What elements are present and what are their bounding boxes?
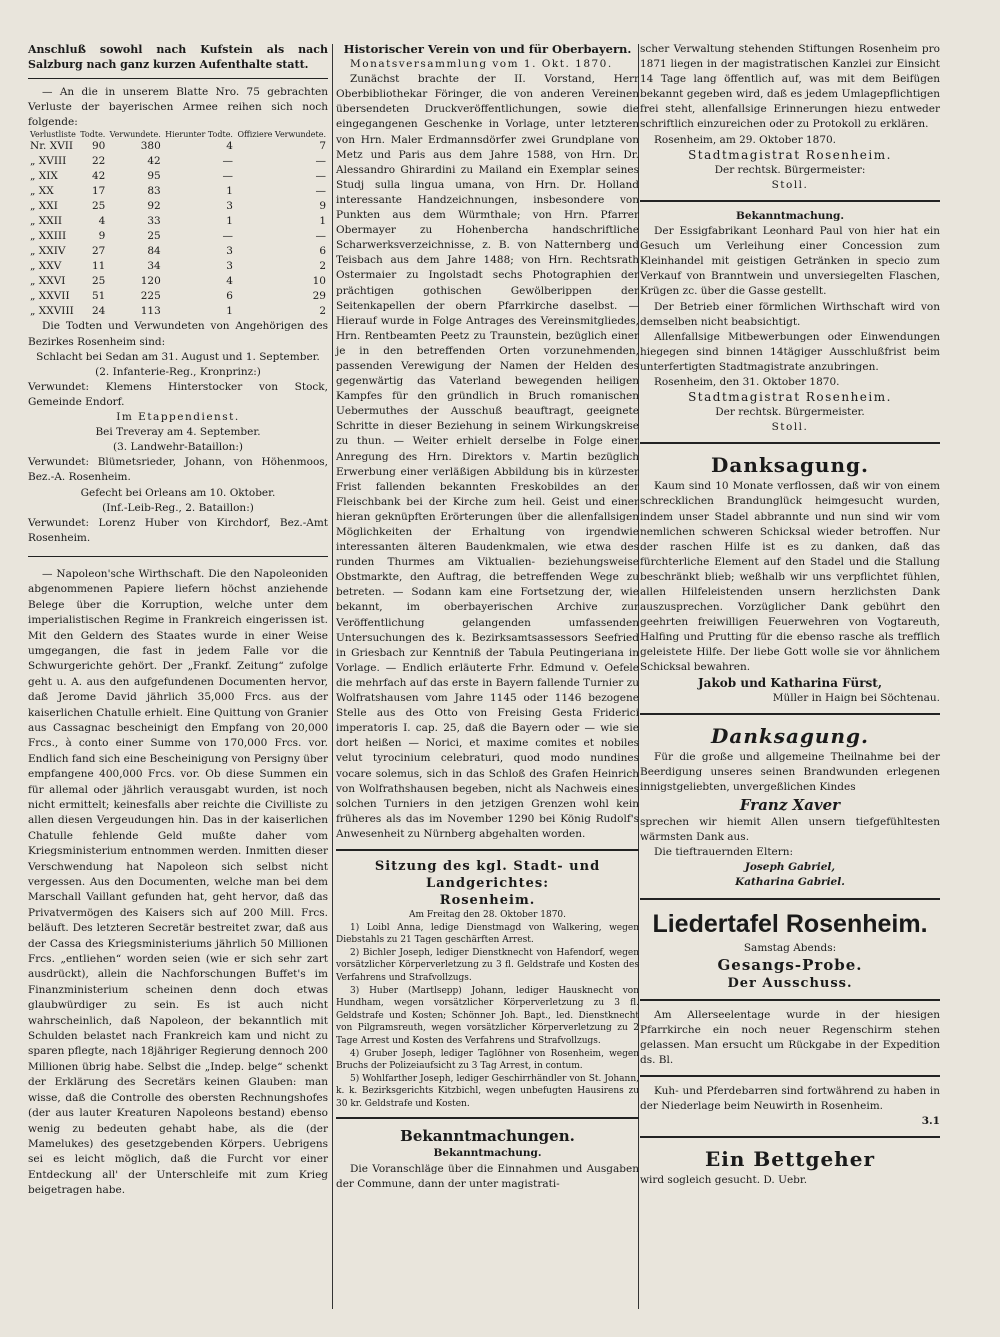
losses-cell: „ XXI [30,200,58,213]
liedertafel-event: Gesangs-Probe. [717,955,863,974]
column-3 [640,42,940,1188]
regenschirm-notice: Am Allerseelentage wurde in der hiesigen Pfarrkirche ein noch neuer Regenschirm stehen gelassen. Man ersucht um Rückgabe in der Expedition ds. Bl. [640,1008,940,1066]
losses-cell: — [315,155,326,168]
liedertafel-title: Liedertafel Rosenheim. [652,909,928,938]
column-rule-1 [332,44,333,1309]
danksagung-2-sign-2: Katharina Gabriel. [735,876,845,889]
barren-notice: Kuh- und Pferdebarren sind fortwährend zu haben in der Niederlage beim Neuwirth in Rosenheim. [640,1084,940,1113]
losses-cell: „ XXVIII [30,305,74,318]
liedertafel-day: Samstag Abends: [743,941,837,954]
stoll-sign-2: Stoll. [771,421,809,434]
losses-header: Verlustliste [30,130,76,140]
losses-cell: „ XVIII [30,155,67,168]
losses-cell: 2 [319,305,326,318]
losses-cell: „ XX [30,185,54,198]
dead-intro: Die Todten und Verwundeten von Angehörigen des Bezirkes Rosenheim sind: [28,320,328,348]
losses-cell: 4 [226,275,233,288]
divider [640,1075,940,1077]
losses-cell: 4 [226,140,233,153]
losses-row [28,304,328,319]
losses-cell: „ XXVII [30,290,70,303]
danksagung-2-body: Für die große und allgemeine Theilnahme bei der Beerdigung unseres seinen Brandwunden erlegenen innigstgeliebten, unvergeßlichen Kindes [640,750,940,793]
losses-cell: „ XXV [30,260,62,273]
losses-cell: 7 [319,140,326,153]
bekanntmachung-2-title: Bekanntmachung. [736,209,844,222]
losses-cell: 1 [226,215,233,228]
losses-cell: 29 [312,290,326,303]
losses-cell: 92 [147,200,161,213]
bekanntmachung-2-body: Allenfallsige Mitbewerbungen oder Einwendungen hiegegen sind binnen 14tägiger Ausschlußfrist beim unterfertigten Stadtmagistrate anzubringen. [640,330,940,373]
losses-header: Todte. [80,130,106,140]
losses-cell: — [315,230,326,243]
divider [640,1136,940,1138]
losses-cell: „ XXIII [30,230,67,243]
losses-cell: „ XXIV [30,245,66,258]
orleans-heading: Gefecht bei Orleans am 10. Oktober. [80,486,276,499]
stiftung-date: Rosenheim, am 29. Oktober 1870. [654,133,837,146]
etappen-heading: Im Etappendienst. [116,411,240,424]
losses-row [28,199,328,214]
losses-cell: 6 [319,245,326,258]
losses-cell: 3 [226,200,233,213]
bettgeher-title: Ein Bettgeher [705,1147,875,1172]
losses-cell: Nr. XVII [30,140,74,153]
danksagung-1-body: Kaum sind 10 Monate verflossen, daß wir von einem schrecklichen Brandunglück heimgesucht wurden, indem unser Stadel abbrannte und nun sind wir vom nemlichen schweren Schicksal wieder betroffen. Nur der raschen Hilfe ist es zu danken, daß das fürchterliche Element auf den Stadel und die Stallung beschränkt blieb; weßhalb wir uns verpflichtet fühlen, allen Hilfeleistenden unsern herzlichsten Dank auszusprechen. Vorzüglicher Dank gebührt den geehrten freiwilligen Feuerwehren von Vogtareuth, Halfing und Prutting für die ebenso rasche als trefflich geleistete Hilfe. Der liebe Gott wolle sie vor ähnlichem Schicksal bewahren. [640,480,940,674]
losses-cell: 10 [312,275,326,288]
sedan-heading: Schlacht bei Sedan am 31. August und 1. September. [36,350,320,363]
bekanntmachung-2-date: Rosenheim, den 31. Oktober 1870. [654,375,840,388]
losses-cell: 83 [147,185,161,198]
losses-cell: 2 [319,260,326,273]
losses-row [28,139,328,154]
divider [640,442,940,444]
stadtmagistrat-sign-2: Stadtmagistrat Rosenheim. [688,390,892,405]
losses-cell: 4 [98,215,106,228]
losses-header: Hierunter Todte. [165,130,233,140]
treveray-heading: Bei Treveray am 4. September. [95,426,261,439]
losses-cell: 33 [147,215,161,228]
bekanntmachung-title: Bekanntmachung. [433,1147,542,1160]
losses-cell: 9 [319,200,326,213]
losses-row [28,259,328,274]
divider [28,556,328,557]
divider [28,78,328,79]
danksagung-1-sign: Jakob und Katharina Fürst, [698,675,882,690]
buergermeister-sign-2: Der rechtsk. Bürgermeister. [715,406,865,419]
losses-row [28,289,328,304]
court-item: 4) Gruber Joseph, lediger Taglöhner von Rosenheim, wegen Bruchs der Polizeiaufsicht zu 3 Tag Arrest, in contum. [336,1048,639,1072]
stiftung-body: scher Verwaltung stehenden Stiftungen Rosenheim pro 1871 liegen in der magistratischen Kanzlei zur Einsicht 14 Tage lang öffentlich auf, was mit dem Beifügen bekannt gegeben wird, daß es jedem Umlagepflichtigen frei steht, allenfallsige Erinnerungen hiezu entweder schriftlich einzureichen oder zu Protokoll zu erklären. [640,43,940,131]
divider [336,849,639,851]
napoleon-article: — Napoleon'sche Wirthschaft. Die den Napoleoniden abgenommenen Papiere liefern höchst anziehende Belege über die Korruption, welche unter dem imperialistischen Regime in Frankreich eingerissen ist. Mit den Geldern des Staates wurde in einer Weise umgegangen, die fast in jedem Falle vor die Schwurgerichte gehört. Der „Frankf. Zeitung“ zufolge geht u. A. aus den aufgefundenen Documenten hervor, daß Jerome David jährlich 35,000 Frcs. aus der kaiserlichen Chatulle erhielt. Eine Quittung von Granier aus Cassagnac bescheinigt den Empfang von 20,000 Frcs., à conto einer Summe von 170,000 Frcs. vor. Endlich fand sich eine Bescheinigung von Persigny über empfangene 400,000 Frcs. vor. Ob diese Summen ein für allemal oder jährlich verausgabt wurden, ist noch nicht ermittelt; keinesfalls aber reichte die Civilliste zu allen diesen Vergeudungen hin. Das in der kaiserlichen Chatulle fehlende Geld mußte daher vom Kriegsministerium entnommen werden. Inmitten dieser Verschwendung hat Napoleon sich selbst nicht vergessen. Aus den Documenten, welche man bei dem Marschall Vaillant gefunden hat, geht hervor, daß das Privatvermögen des Kaisers sich auf 200 Mill. Frcs. beläuft. Des letzteren Secretär bestreitet zwar, daß aus der Cassa des Kriegsministeriums jährlich 50 Millionen Frcs. „entliehen“ worden seien (wie er sich sehr zart ausdrückt), allein die Nachforschungen Buffet's im Finanzministerium scheinen denn doch etwas glaubwürdiger zu sein. Es ist auch nicht wahrscheinlich, daß Napoleon, der bekanntlich mit Schulden belastet nach Frankreich kam und nicht zu sparen pflegte, nach 18jähriger Regierung dennoch 200 Millionen übrig habe. Selbst die „Indep. belge“ schenkt der Erklärung des Secretärs keinen Glauben: man wisse, daß die Controlle des obersten Rechnungshofes (der aus lauter Kreaturen Napoleons bestand) ebenso wenig zu bedeuten gehabt habe, als die (der Mamelukes) des gesetzgebenden Körpers. Uebrigens sei es leicht möglich, daß die Furcht vor einer Entdeckung all' der Unterschleife mit zum Krieg beigetragen habe. [28,567,328,1197]
losses-cell: „ XXVI [30,275,66,288]
danksagung-1-sign-2: Müller in Haign bei Söchtenau. [772,691,940,704]
losses-cell: „ XIX [30,170,58,183]
divider [640,713,940,715]
losses-cell: 11 [91,260,106,273]
losses-row [28,184,328,199]
divider [336,1117,639,1119]
danksagung-1-title: Danksagung. [711,453,869,478]
losses-cell: — [315,170,326,183]
losses-cell: 42 [91,170,106,183]
losses-cell: 380 [140,140,161,153]
court-item: 1) Loibl Anna, ledige Dienstmagd von Walkering, wegen Diebstahls zu 21 Tagen geschärften Arrest. [336,922,639,946]
divider [640,200,940,202]
losses-cell: 25 [147,230,161,243]
court-title: Sitzung des kgl. Stadt- und Landgerichtes: [374,858,601,891]
losses-cell: — [222,155,233,168]
column-1 [28,42,328,1199]
losses-cell: 17 [91,185,106,198]
losses-cell: 3 [226,245,233,258]
leibreg-heading: (Inf.-Leib-Reg., 2. Bataillon:) [102,501,254,514]
losses-cell: 9 [98,230,106,243]
losses-table-body [28,139,328,319]
court-item: 2) Bichler Joseph, lediger Dienstknecht von Hafendorf, wegen vorsätzlicher Körperverletzung zu 3 fl. Geldstrafe und Kosten des Verfahrens und Strafvollzugs. [336,947,639,983]
losses-cell: 51 [91,290,106,303]
danksagung-2-body-2: sprechen wir hiemit Allen unsern tiefgefühltesten wärmsten Dank aus. [640,816,940,844]
losses-cell: 113 [140,305,161,318]
court-item: 5) Wohlfarther Joseph, lediger Geschirrhändler von St. Johann, k. k. Bezirksgerichts Kitzbichl, wegen unbefugten Hausirens zu 30 kr. Geldstrafe und Kosten. [336,1073,639,1109]
liedertafel-sign: Der Ausschuss. [727,975,853,991]
losses-cell: „ XXII [30,215,63,228]
losses-cell: 25 [91,200,106,213]
landwehr-heading: (3. Landwehr-Bataillon:) [113,441,243,454]
losses-cell: 24 [91,305,106,318]
losses-cell: 120 [140,275,161,288]
verein-subtitle: Monatsversammlung vom 1. Okt. 1870. [350,58,613,71]
bekanntmachung-body: Die Voranschläge über die Einnahmen und Ausgaben der Commune, dann der unter magistrati- [336,1162,639,1190]
bekanntmachungen-heading: Bekanntmachungen. [400,1127,575,1146]
losses-cell: — [222,170,233,183]
verein-article: Zunächst brachte der II. Vorstand, Herr Oberbibliothekar Föringer, die von anderen Vereinen übersendeten Druckveröffentlichungen, sowie die eingegangenen Geschenke in Vorlage, unter letzteren von Hrn. Maler Erdmannsdörfer zwei Grundplane von Metz und Paris aus dem Jahre 1588, von Hrn. Dr. Alessandro Ghirardini zu Mailand ein Exemplar seines Studj sulla lingua umana, von Hrn. Dr. Holland interessante Handzeichnungen, insbesondere von Punkten aus dem Würmthale; von Hrn. Pfarrer Obermayer zu Hohenbercha handschriftliche Scharwerksverzeichnisse, z. B. von Natternberg und Teisbach aus dem Jahre 1488; von Hrn. Rechtsrath Ostermaier zu Ingolstadt sechs Photographien der prächtigen gothischen Gewölberippen der Seitenkapellen der obern Pfarrkirche daselbst. — Hierauf wurde in Folge Antrages des Vereinsmitgliedes, Hrn. Rentbeamten Peetz zu Traunstein, bezüglich einer je in den betreffenden Orten vorzunehmenden, passenden Verewigung der Namen der Helden des gegenwärtig das Vaterland bewegenden heiligen Kampfes für den gründlich in Bruch romanischen Uebermuthes der Ausschuß beauftragt, geeignete Schritte in dieser Beziehung in seinem Wirkungskreise zu thun. — Weiter erhielt derselbe in Folge einer Anregung des Hrn. Direktors v. Martin bezüglich Erwerbung einer verläßigen Abbildung bis in kürzester Frist fallenden bekannten Freskobildes an der Fleischbank bei der Kirche zum heil. Geist und einer hieran geknüpften Erörterungen über die allenfallsigen Möglichkeiten der Erhaltung von irgendwie interessanten älteren Baudenkmalen, wie etwa des runden Thurmes am Viktualien- beziehungsweise Obstmarkte, den Auftrag, die betreffenden Wege zu betreten. — Sodann kam eine Fortsetzung der, wie bekannt, im oberbayerischen Archive zur Veröffentlichung gelangenden umfassenden Untersuchungen des k. Bezirksamtsassessors Seefried in Griesbach zur Kenntniß der Tabula Peutingeriana in Vorlage. — Endlich erläuterte Frhr. Edmund v. Oefele die mehrfach auf das erste in Bayern fallende Turnier zu Wolfratshausen vom Jahre 1145 oder 1146 bezogene Stelle aus des Otto von Freising Gesta Friderici imperatoris I. cap. 25, daß die Bayern oder — wie sie dort heißen — Norici, et maxime comites et nobiles velut tyrocinium celebraturi, quod modo nundines vocare solemus, sich in das Schloß des Grafen Heinrich von Wolfrathshausen begeben, nicht als Nachweis eines solchen Turniers in den jetzigen Grenzen wohl kein früheres als das im November 1290 bei König Rudolf's Anwesenheit zu Nürnberg abgehalten worden. [336,73,639,840]
losses-cell: — [222,230,233,243]
losses-row [28,229,328,244]
losses-cell: 90 [91,140,106,153]
divider [640,898,940,900]
losses-header-row [28,130,328,139]
losses-cell: 1 [226,305,233,318]
losses-cell: 95 [147,170,161,183]
bekanntmachung-2-body: Der Betrieb einer förmlichen Wirthschaft wird von demselben nicht beabsichtigt. [640,300,940,328]
losses-row [28,169,328,184]
losses-cell: 84 [147,245,161,258]
wounded-3: Verwundet: Lorenz Huber von Kirchdorf, Bez.-Amt Rosenheim. [28,516,328,544]
losses-cell: 6 [226,290,233,303]
court-place: Rosenheim. [439,892,536,908]
stadtmagistrat-sign: Stadtmagistrat Rosenheim. [688,147,892,162]
divider [640,999,940,1001]
danksagung-2-sign-1: Joseph Gabriel, [744,861,836,874]
losses-cell: 34 [147,260,161,273]
court-date: Am Freitag den 28. Oktober 1870. [408,909,567,920]
losses-cell: 27 [91,245,106,258]
verein-title: Historischer Verein von und für Oberbayern. [343,42,632,56]
intro-text: Anschluß sowohl nach Kufstein als nach Salzburg nach ganz kurzen Aufenthalte statt. [28,43,328,72]
danksagung-2-parents: Die tieftrauernden Eltern: [654,846,794,859]
barren-number: 3.1 [921,1115,940,1128]
losses-table [28,130,328,319]
losses-cell: 225 [140,290,161,303]
losses-cell: 1 [226,185,233,198]
losses-cell: 1 [319,215,326,228]
wounded-1: Verwundet: Klemens Hinterstocker von Stock, Gemeinde Endorf. [28,380,328,408]
losses-cell: — [315,185,326,198]
buergermeister-sign: Der rechtsk. Bürgermeister: [714,163,866,176]
losses-row [28,244,328,259]
court-item: 3) Huber (Martlsepp) Johann, lediger Hausknecht von Hundham, wegen vorsätzlicher Körperverletzung zu 3 fl. Geldstrafe und Kosten; Schönner Joh. Bapt., led. Dienstknecht von Pilgramsreuth, wegen vorsätzlicher Körperverletzung zu 2 Tage Arrest und Kosten des Verfahrens und Strafvollzugs. [336,985,639,1046]
losses-intro: — An die in unserem Blatte Nro. 75 gebrachten Verluste der bayerischen Armee reihen sich noch folgende: [28,86,328,129]
losses-cell: 25 [91,275,106,288]
losses-cell: 42 [147,155,161,168]
losses-header: Verwundete. [109,130,161,140]
regiment-1: (2. Infanterie-Reg., Kronprinz:) [95,365,261,378]
stoll-sign: Stoll. [771,178,809,191]
bekanntmachung-2-body: Der Essigfabrikant Leonhard Paul von hier hat ein Gesuch um Verleihung einer Concession zum Kleinhandel mit geistigen Getränken in specio zum Verkauf von Branntwein und unversiegelten Flaschen, Krügen zc. über die Gasse gestellt. [640,225,940,298]
losses-row [28,154,328,169]
losses-cell: 3 [226,260,233,273]
losses-row [28,214,328,229]
losses-row [28,274,328,289]
wounded-2: Verwundet: Blümetsrieder, Johann, von Höhenmoos, Bez.-A. Rosenheim. [28,456,328,484]
losses-cell: 22 [91,155,106,168]
bettgeher-body: wird sogleich gesucht. D. Uebr. [640,1174,808,1187]
losses-header: Offiziere Verwundete. [237,130,326,140]
danksagung-2-title: Danksagung. [711,723,869,748]
column-2 [336,42,639,1192]
danksagung-2-name: Franz Xaver [739,796,841,815]
